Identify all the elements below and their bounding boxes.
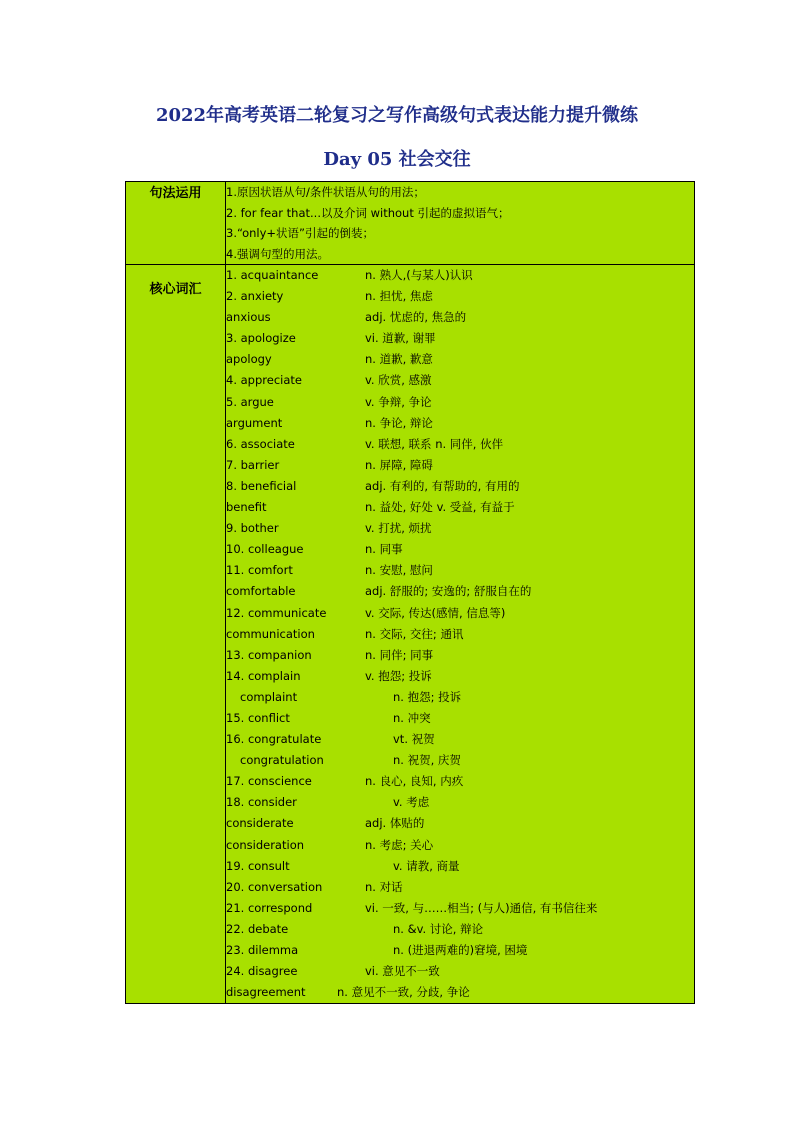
vocab-entry [226, 265, 694, 286]
vocab-entry [226, 455, 694, 476]
vocab-entry [226, 624, 694, 645]
vocab-row [126, 265, 695, 1004]
vocab-definition: n. 同事 [365, 542, 403, 557]
vocab-definition: n. 同伴; 同事 [365, 647, 434, 662]
vocab-entry [226, 898, 694, 919]
vocab-entry [226, 581, 694, 602]
vocab-word: 19. consult [226, 858, 290, 873]
vocab-word: complaint [240, 689, 298, 704]
vocab-word: disagreement [226, 985, 306, 1000]
vocab-entry [226, 497, 694, 518]
vocab-definition: vi. 一致, 与……相当; (与人)通信, 有书信往来 [365, 900, 598, 915]
vocab-word: apology [226, 352, 272, 367]
vocab-entry [226, 392, 694, 413]
vocab-word: communication [226, 626, 315, 641]
vocab-word: 15. conflict [226, 710, 290, 725]
content-table [125, 181, 695, 1004]
vocab-definition: n. 对话 [365, 879, 403, 894]
vocab-word: consideration [226, 837, 305, 852]
vocab-definition: v. 请教, 商量 [393, 858, 460, 873]
vocab-word: 21. correspond [226, 900, 313, 915]
vocab-definition: n. (进退两难的)窘境, 困境 [393, 943, 528, 957]
vocab-definition: adj. 体贴的 [365, 816, 425, 831]
syntax-row [126, 182, 695, 265]
vocab-entry [226, 476, 694, 497]
vocab-entry [226, 813, 694, 834]
vocab-definition: v. 争辩, 争论 [365, 394, 432, 409]
vocab-entry [226, 729, 694, 750]
vocab-entry [226, 750, 694, 771]
vocab-definition: n. 熟人,(与某人)认识 [365, 268, 473, 282]
vocab-word: 24. disagree [226, 964, 298, 979]
vocab-definition: n. 益处, 好处 v. 受益, 有益于 [365, 500, 515, 515]
vocab-entry [226, 835, 694, 856]
vocab-word: 14. complain [226, 668, 301, 683]
vocab-word: 18. consider [226, 795, 297, 810]
vocab-definition: v. 联想, 联系 n. 同伴, 伙伴 [365, 436, 504, 451]
vocab-definition: n. 意见不一致, 分歧, 争论 [337, 985, 470, 1000]
page-title: 2022年高考英语二轮复习之写作高级句式表达能力提升微练 [155, 105, 639, 126]
vocab-word: 16. congratulate [226, 732, 322, 747]
vocab-entry [226, 328, 694, 349]
vocab-word: comfortable [226, 584, 296, 599]
vocab-entry [226, 666, 694, 687]
vocab-entry [226, 982, 694, 1003]
vocab-entry [226, 560, 694, 581]
vocab-definition: n. 冲突 [393, 710, 431, 725]
syntax-item: 2. for fear that...以及介词 without 引起的虚拟语气； [226, 205, 510, 220]
vocab-entry [226, 413, 694, 434]
vocab-definition: adj. 舒服的; 安逸的; 舒服自在的 [365, 584, 532, 599]
vocab-word: 1. acquaintance [226, 268, 319, 282]
vocab-word: 5. argue [226, 394, 274, 409]
vocab-entry [226, 539, 694, 560]
vocab-word: 4. appreciate [226, 373, 302, 388]
vocab-word: 9. bother [226, 521, 279, 536]
vocab-word: 8. beneficial [226, 478, 297, 493]
vocab-word: 10. colleague [226, 542, 304, 557]
vocab-word: 6. associate [226, 436, 295, 451]
vocab-entry [226, 792, 694, 813]
vocab-word: anxious [226, 310, 271, 325]
vocab-word: 20. conversation [226, 879, 323, 894]
vocab-definition: adj. 有利的, 有帮助的, 有用的 [365, 478, 520, 493]
vocab-definition: n. 争论, 辩论 [365, 415, 433, 430]
vocab-entry [226, 645, 694, 666]
vocab-definition: n. 道歉, 歉意 [365, 352, 433, 367]
vocab-word: 7. barrier [226, 457, 280, 472]
vocab-word: benefit [226, 500, 267, 515]
vocab-entry [226, 286, 694, 307]
vocab-entry [226, 856, 694, 877]
vocab-definition: n. 抱怨; 投诉 [393, 689, 462, 704]
vocab-definition: n. 祝贺, 庆贺 [393, 753, 461, 768]
vocab-entry [226, 771, 694, 792]
vocab-definition: n. 交际, 交往; 通讯 [365, 626, 464, 641]
vocab-word: 13. companion [226, 647, 312, 662]
vocab-entry [226, 434, 694, 455]
vocab-definition: v. 抱怨; 投诉 [365, 668, 432, 683]
vocab-word: congratulation [240, 753, 324, 768]
vocab-entry [226, 307, 694, 328]
vocab-definition: n. 安慰, 慰问 [365, 563, 433, 578]
syntax-label: 句法运用 [126, 182, 226, 265]
syntax-cell [226, 182, 695, 265]
vocab-definition: vt. 祝贺 [393, 732, 435, 747]
vocab-label: 核心词汇 [126, 265, 226, 1004]
syntax-item: 1.原因状语从句/条件状语从句的用法； [226, 185, 425, 199]
vocab-cell [226, 265, 695, 1004]
vocab-word: 2. anxiety [226, 289, 284, 304]
vocab-definition: v. 打扰, 烦扰 [365, 521, 432, 536]
vocab-word: 17. conscience [226, 774, 312, 789]
vocab-word: argument [226, 415, 283, 430]
vocab-entry [226, 349, 694, 370]
vocab-entry [226, 961, 694, 982]
vocab-definition: v. 交际, 传达(感情, 信息等) [365, 605, 506, 620]
vocab-word: 3. apologize [226, 331, 296, 346]
vocab-definition: n. 良心, 良知, 内疚 [365, 774, 464, 789]
syntax-item: 4.强调句型的用法。 [226, 246, 329, 261]
vocab-word: 11. comfort [226, 563, 293, 578]
syntax-item: 3.“only+状语”引起的倒装； [226, 226, 375, 240]
vocab-definition: n. &v. 讨论, 辩论 [393, 921, 484, 936]
vocab-word: 12. communicate [226, 605, 327, 620]
vocab-definition: n. 考虑; 关心 [365, 837, 434, 852]
vocab-word: considerate [226, 816, 294, 831]
vocab-entry [226, 940, 694, 961]
page-subtitle: Day 05 社会交往 [323, 149, 471, 170]
vocab-entry [226, 603, 694, 624]
vocab-word: 22. debate [226, 921, 289, 936]
vocab-definition: v. 欣赏, 感激 [365, 373, 432, 388]
vocab-definition: v. 考虑 [393, 795, 430, 810]
vocab-definition: vi. 道歉, 谢罪 [365, 331, 436, 346]
vocab-entry [226, 687, 694, 708]
vocab-entry [226, 370, 694, 391]
vocab-definition: n. 担忧, 焦虑 [365, 289, 433, 304]
vocab-definition: vi. 意见不一致 [365, 964, 440, 979]
vocab-entry [226, 518, 694, 539]
vocab-word: 23. dilemma [226, 943, 299, 957]
vocab-entry [226, 708, 694, 729]
vocab-list [226, 265, 694, 1003]
vocab-entry [226, 877, 694, 898]
vocab-definition: n. 屏障, 障碍 [365, 457, 433, 472]
vocab-entry [226, 919, 694, 940]
vocab-definition: adj. 忧虑的, 焦急的 [365, 310, 467, 325]
